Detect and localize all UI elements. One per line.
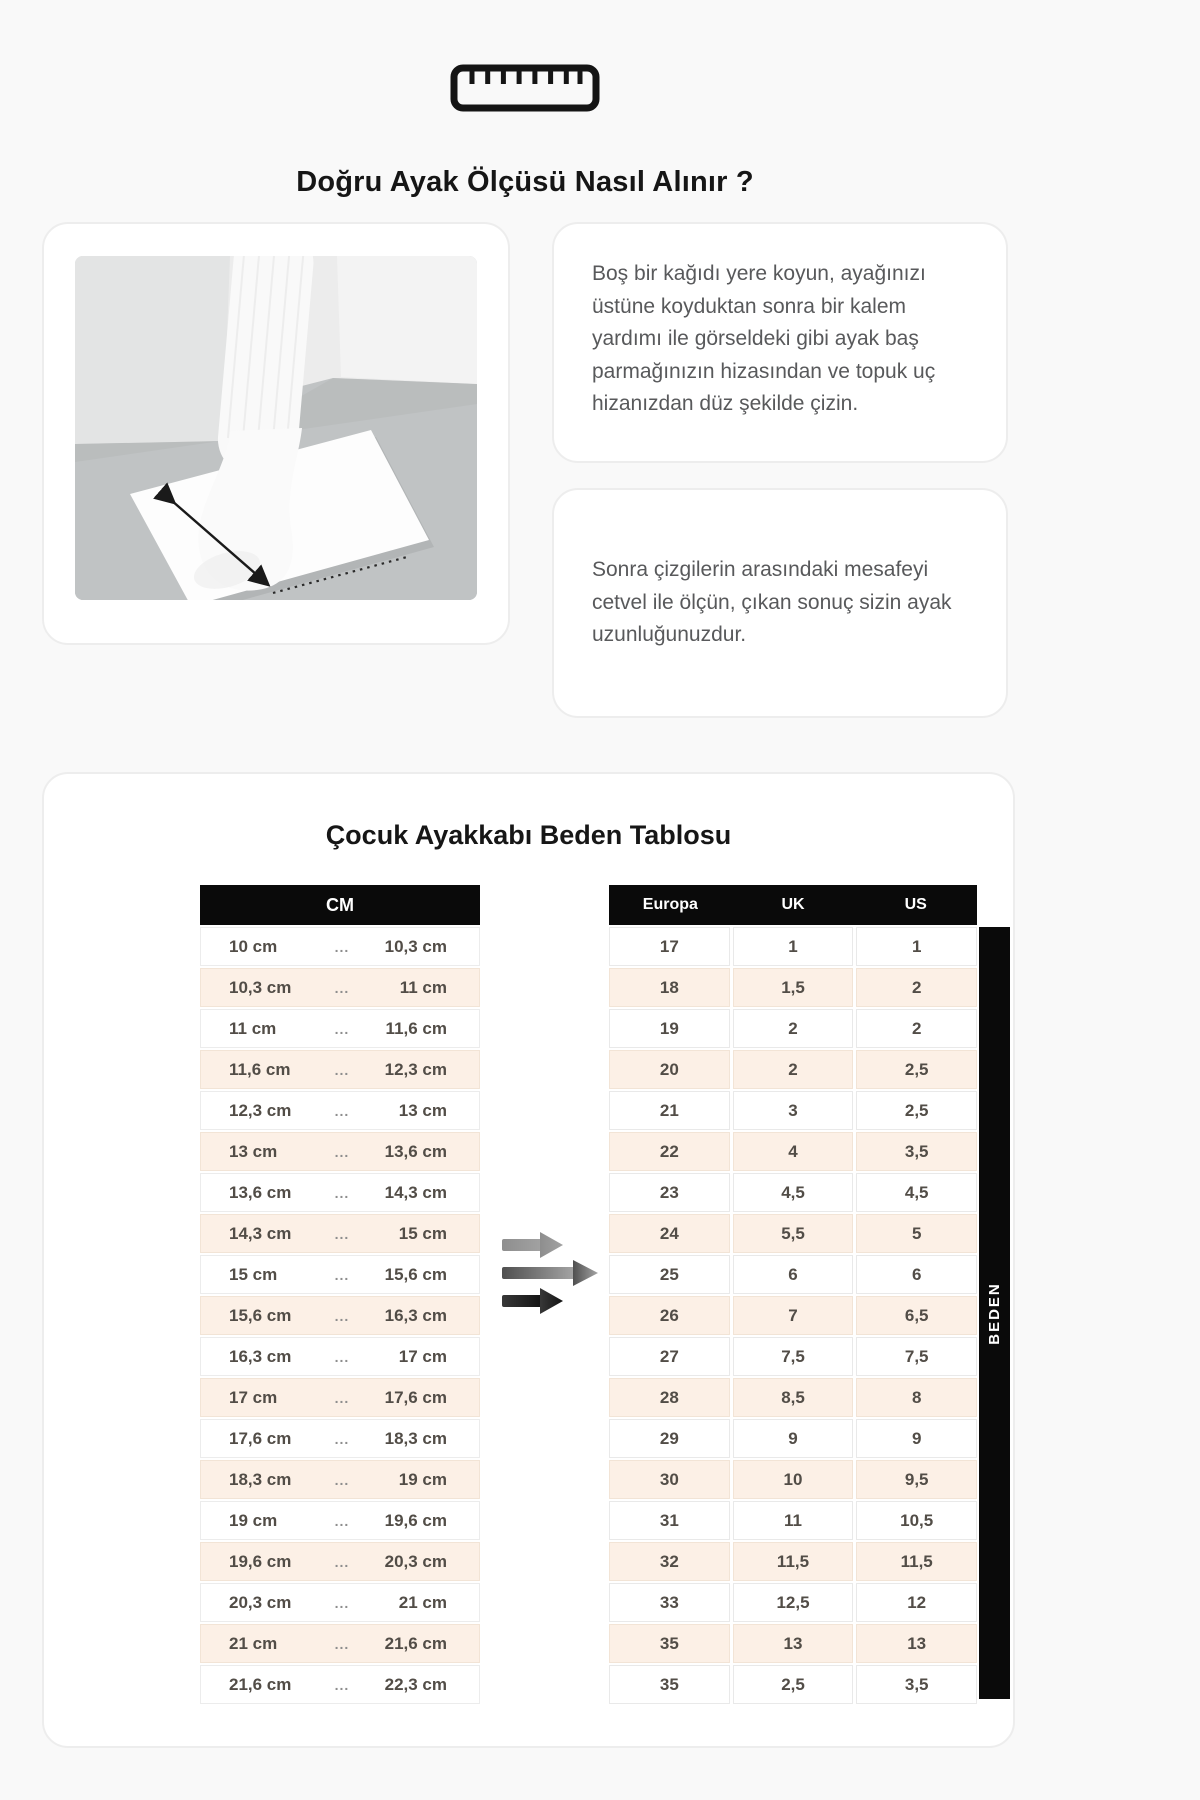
size-cell-us: 12 — [856, 1583, 977, 1622]
range-dots: ... — [334, 1266, 350, 1283]
instruction-text-1: Boş bir kağıdı yere koyun, ayağınızı üstüne koyduktan sonra bir kalem yardımı ile görseldeki gibi ayak baş parmağınızın hizasından ve topuk uç hizanızdan düz şekilde çizin. — [592, 262, 936, 416]
range-dots: ... — [334, 1225, 350, 1242]
size-cell-uk: 10 — [733, 1460, 854, 1499]
cm-table-row — [200, 1173, 480, 1212]
range-dots: ... — [334, 1471, 350, 1488]
size-cell-uk: 7 — [733, 1296, 854, 1335]
size-cell-europa: 26 — [609, 1296, 730, 1335]
size-table-row — [609, 1542, 977, 1581]
cm-table-row — [200, 1583, 480, 1622]
size-cell-europa: 35 — [609, 1665, 730, 1704]
size-cell-us: 6 — [856, 1255, 977, 1294]
size-cell-europa: 24 — [609, 1214, 730, 1253]
size-cell-uk: 3 — [733, 1091, 854, 1130]
cm-table-header: CM — [200, 885, 480, 925]
cm-table-row — [200, 1624, 480, 1663]
range-dots: ... — [334, 1389, 350, 1406]
size-cell-us: 3,5 — [856, 1132, 977, 1171]
size-cell-uk: 8,5 — [733, 1378, 854, 1417]
size-cell-europa: 22 — [609, 1132, 730, 1171]
size-cell-us: 2 — [856, 968, 977, 1007]
cm-table-row — [200, 1378, 480, 1417]
size-table-row — [609, 1665, 977, 1704]
cm-table-row — [200, 1665, 480, 1704]
cm-value-to: 19 cm — [398, 1469, 447, 1489]
range-dots: ... — [334, 1553, 350, 1570]
size-cell-us: 9,5 — [856, 1460, 977, 1499]
size-table-row — [609, 1173, 977, 1212]
range-dots: ... — [334, 1348, 350, 1365]
cm-value-to: 13,6 cm — [384, 1141, 447, 1161]
cm-value-to: 10,3 cm — [384, 936, 447, 956]
cm-table-row — [200, 1460, 480, 1499]
cm-value-to: 14,3 cm — [384, 1182, 447, 1202]
cm-table-row — [200, 1337, 480, 1376]
size-table-row — [609, 1501, 977, 1540]
size-cell-us: 8 — [856, 1378, 977, 1417]
cm-table-row — [200, 1214, 480, 1253]
size-cell-us: 2,5 — [856, 1050, 977, 1089]
size-table-row — [609, 1337, 977, 1376]
header-cell-uk: UK — [781, 896, 805, 913]
size-table-row — [609, 1009, 977, 1048]
cm-value-from: 19,6 cm — [229, 1551, 292, 1571]
size-cell-uk: 5,5 — [733, 1214, 854, 1253]
cm-value-from: 21,6 cm — [229, 1674, 292, 1694]
header-cell-europa: Europa — [642, 896, 698, 913]
cm-table-body — [200, 927, 480, 1704]
beden-label: BEDEN — [986, 1281, 1004, 1345]
cm-value-to: 19,6 cm — [384, 1510, 447, 1530]
cm-table-row — [200, 1542, 480, 1581]
cm-table-row — [200, 968, 480, 1007]
cm-value-to: 18,3 cm — [384, 1428, 447, 1448]
size-cell-us: 4,5 — [856, 1173, 977, 1212]
range-dots: ... — [334, 1184, 350, 1201]
cm-value-from: 17 cm — [229, 1387, 278, 1407]
size-cell-europa: 17 — [609, 927, 730, 966]
size-cell-uk: 12,5 — [733, 1583, 854, 1622]
range-dots: ... — [334, 1020, 350, 1037]
cm-value-to: 11 cm — [399, 977, 447, 997]
size-cell-us: 3,5 — [856, 1665, 977, 1704]
size-table — [609, 885, 977, 1706]
size-cell-us: 2,5 — [856, 1091, 977, 1130]
cm-value-from: 19 cm — [229, 1510, 278, 1530]
range-dots: ... — [334, 1430, 350, 1447]
size-cell-uk: 4,5 — [733, 1173, 854, 1212]
cm-value-from: 20,3 cm — [229, 1592, 292, 1612]
size-cell-us: 9 — [856, 1419, 977, 1458]
cm-value-to: 11,6 cm — [385, 1018, 447, 1038]
cm-table-row — [200, 1501, 480, 1540]
size-table-row — [609, 1624, 977, 1663]
size-table-row — [609, 1091, 977, 1130]
measure-photo-card — [42, 222, 510, 645]
range-dots: ... — [334, 1512, 350, 1529]
size-cell-us: 11,5 — [856, 1542, 977, 1581]
cm-value-from: 10,3 cm — [229, 977, 292, 997]
size-cell-us: 2 — [856, 1009, 977, 1048]
cm-value-to: 16,3 cm — [384, 1305, 447, 1325]
cm-table-row — [200, 1091, 480, 1130]
cm-value-from: 21 cm — [229, 1633, 278, 1653]
transfer-arrows-icon — [502, 1224, 600, 1320]
cm-value-to: 15 cm — [398, 1223, 447, 1243]
size-cell-europa: 28 — [609, 1378, 730, 1417]
cm-value-from: 11 cm — [229, 1018, 277, 1038]
cm-table-row — [200, 1419, 480, 1458]
size-cell-uk: 13 — [733, 1624, 854, 1663]
size-table-row — [609, 968, 977, 1007]
size-cell-uk: 6 — [733, 1255, 854, 1294]
range-dots: ... — [334, 1594, 350, 1611]
size-cell-europa: 35 — [609, 1624, 730, 1663]
size-cell-europa: 21 — [609, 1091, 730, 1130]
size-cell-europa: 32 — [609, 1542, 730, 1581]
cm-value-from: 15 cm — [229, 1264, 278, 1284]
cm-value-from: 18,3 cm — [229, 1469, 292, 1489]
cm-value-from: 15,6 cm — [229, 1305, 292, 1325]
range-dots: ... — [334, 1676, 350, 1693]
size-table-row — [609, 1296, 977, 1335]
size-table-row — [609, 1419, 977, 1458]
cm-value-from: 10 cm — [229, 936, 278, 956]
size-cell-us: 13 — [856, 1624, 977, 1663]
size-cell-europa: 31 — [609, 1501, 730, 1540]
size-table-row — [609, 1378, 977, 1417]
size-cell-europa: 30 — [609, 1460, 730, 1499]
range-dots: ... — [334, 1102, 350, 1119]
cm-value-from: 17,6 cm — [229, 1428, 292, 1448]
page-title: Doğru Ayak Ölçüsü Nasıl Alınır ? — [296, 166, 754, 198]
cm-value-to: 13 cm — [398, 1100, 447, 1120]
size-table-row — [609, 1460, 977, 1499]
cm-value-to: 17,6 cm — [384, 1387, 447, 1407]
cm-value-to: 22,3 cm — [384, 1674, 447, 1694]
cm-table-row — [200, 1255, 480, 1294]
cm-value-to: 15,6 cm — [384, 1264, 447, 1284]
size-table-row — [609, 1132, 977, 1171]
size-chart-title: Çocuk Ayakkabı Beden Tablosu — [325, 820, 732, 850]
cm-value-to: 21,6 cm — [384, 1633, 447, 1653]
cm-value-to: 20,3 cm — [384, 1551, 447, 1571]
size-cell-us: 7,5 — [856, 1337, 977, 1376]
instruction-text-2: Sonra çizgilerin arasındaki mesafeyi cetvel ile ölçün, çıkan sonuç sizin ayak uzunluğunuzdur. — [592, 558, 952, 647]
size-cell-uk: 11,5 — [733, 1542, 854, 1581]
size-cell-uk: 1,5 — [733, 968, 854, 1007]
cm-table-row — [200, 1132, 480, 1171]
cm-value-from: 14,3 cm — [229, 1223, 292, 1243]
cm-table-row — [200, 1009, 480, 1048]
foot-on-paper-illustration — [75, 256, 477, 600]
foot-measure-photo — [75, 256, 477, 600]
cm-value-from: 13,6 cm — [229, 1182, 292, 1202]
size-cell-uk: 7,5 — [733, 1337, 854, 1376]
cm-value-from: 12,3 cm — [229, 1100, 292, 1120]
size-table-header — [609, 885, 977, 925]
size-cell-uk: 2 — [733, 1050, 854, 1089]
size-cell-europa: 33 — [609, 1583, 730, 1622]
size-table-row — [609, 1255, 977, 1294]
size-cell-us: 6,5 — [856, 1296, 977, 1335]
cm-value-to: 12,3 cm — [384, 1059, 447, 1079]
size-table-body — [609, 927, 977, 1704]
size-table-row — [609, 1050, 977, 1089]
size-cell-europa: 27 — [609, 1337, 730, 1376]
cm-value-from: 11,6 cm — [229, 1059, 291, 1079]
cm-table-row — [200, 1296, 480, 1335]
size-cell-europa: 25 — [609, 1255, 730, 1294]
size-cell-uk: 2,5 — [733, 1665, 854, 1704]
range-dots: ... — [334, 1635, 350, 1652]
size-table-row — [609, 927, 977, 966]
range-dots: ... — [334, 1061, 350, 1078]
size-table-row — [609, 1214, 977, 1253]
beden-bar — [979, 927, 1010, 1699]
size-cell-uk: 11 — [733, 1501, 854, 1540]
size-cell-us: 5 — [856, 1214, 977, 1253]
size-cell-uk: 9 — [733, 1419, 854, 1458]
range-dots: ... — [334, 979, 350, 996]
size-cell-uk: 4 — [733, 1132, 854, 1171]
range-dots: ... — [334, 1307, 350, 1324]
size-cell-europa: 20 — [609, 1050, 730, 1089]
size-cell-europa: 18 — [609, 968, 730, 1007]
instruction-card-1 — [552, 222, 1008, 463]
ruler-icon-row — [0, 64, 1050, 117]
size-cell-us: 10,5 — [856, 1501, 977, 1540]
size-table-row — [609, 1583, 977, 1622]
size-cell-uk: 2 — [733, 1009, 854, 1048]
size-cell-europa: 23 — [609, 1173, 730, 1212]
cm-value-from: 13 cm — [229, 1141, 278, 1161]
ruler-icon — [450, 64, 600, 112]
cm-table — [200, 885, 480, 1706]
size-cell-europa: 29 — [609, 1419, 730, 1458]
instruction-card-2 — [552, 488, 1008, 718]
size-cell-us: 1 — [856, 927, 977, 966]
range-dots: ... — [334, 1143, 350, 1160]
size-cell-europa: 19 — [609, 1009, 730, 1048]
cm-value-to: 21 cm — [398, 1592, 447, 1612]
range-dots: ... — [334, 938, 350, 955]
size-chart-card — [42, 772, 1015, 1748]
cm-value-to: 17 cm — [398, 1346, 447, 1366]
cm-table-row — [200, 927, 480, 966]
size-cell-uk: 1 — [733, 927, 854, 966]
cm-value-from: 16,3 cm — [229, 1346, 292, 1366]
cm-table-row — [200, 1050, 480, 1089]
header-cell-us: US — [904, 896, 927, 913]
